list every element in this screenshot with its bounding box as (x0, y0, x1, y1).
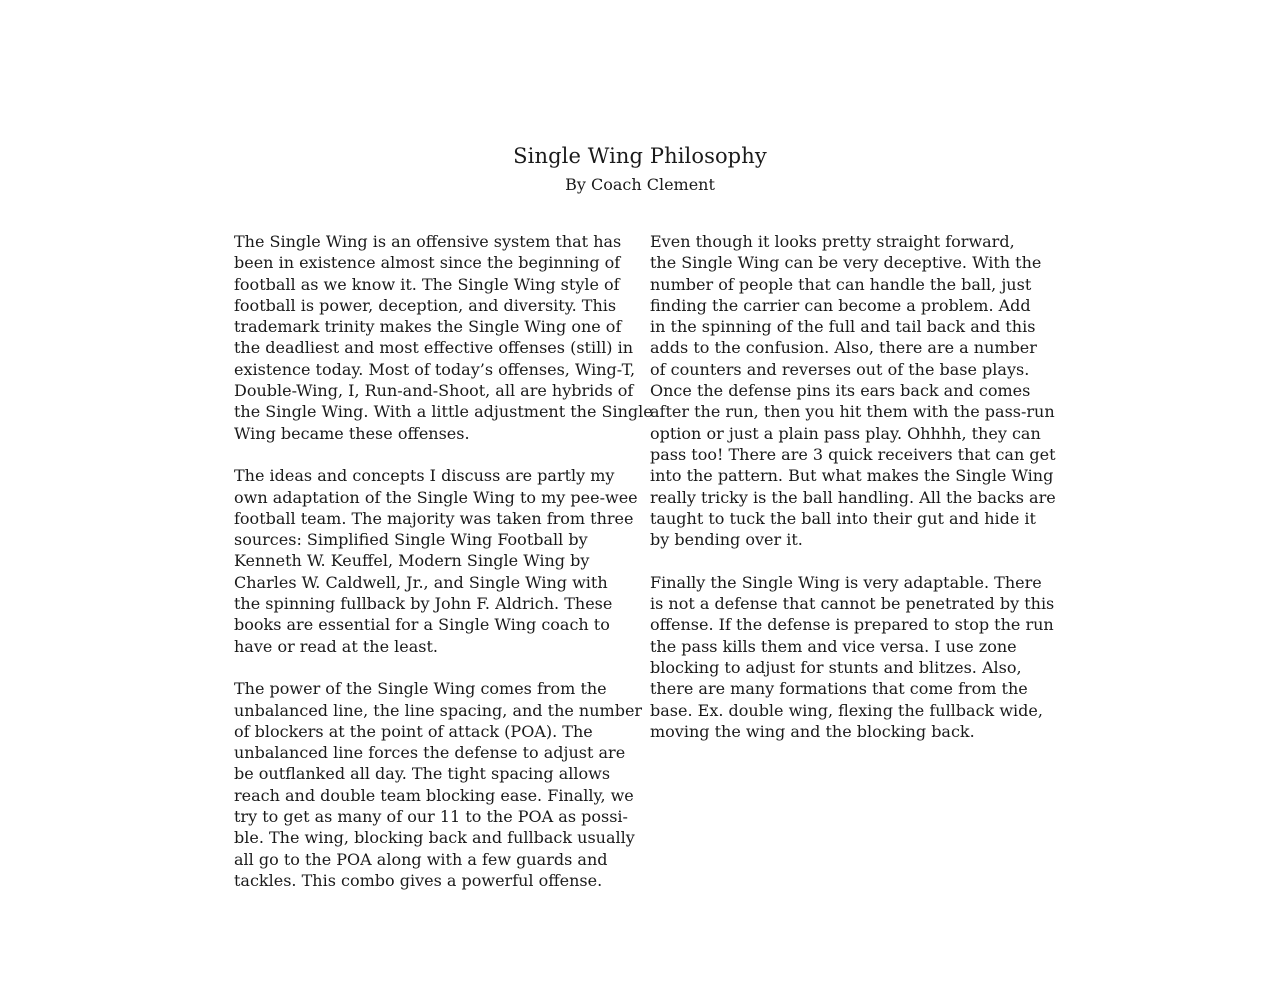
text-line: unbalanced line forces the defense to adjust are (234, 743, 626, 763)
text-line: adds to the confusion. Also, there are a number (650, 338, 1037, 358)
text-line: reach and double team blocking ease. Finally, we (234, 785, 634, 805)
text-line: the spinning fullback by John F. Aldrich. These (234, 594, 613, 614)
text-line: by bending over it. (650, 530, 803, 550)
text-line: football is power, deception, and diversity. This (234, 295, 617, 315)
text-line: moving the wing and the blocking back. (650, 721, 975, 741)
text-line: after the run, then you hit them with the pass-run (650, 402, 1055, 422)
text-line: trademark trinity makes the Single Wing one of (234, 317, 622, 337)
text-line: Wing became these offenses. (234, 423, 470, 443)
paragraph (234, 465, 638, 657)
paragraph-gap (234, 444, 634, 465)
text-line: be outflanked all day. The tight spacing allows (234, 764, 611, 784)
text-line: in the spinning of the full and tail back and this (650, 317, 1036, 337)
text-line: all go to the POA along with a few guards and (234, 849, 608, 869)
text-line: Finally the Single Wing is very adaptable. There (650, 572, 1042, 592)
text-line: Double-Wing, I, Run-and-Shoot, all are hybrids of (234, 381, 634, 401)
text-line: Even though it looks pretty straight forward, (650, 232, 1015, 251)
text-line: option or just a plain pass play. Ohhhh, they can (650, 423, 1041, 443)
text-line: really tricky is the ball handling. All the backs are (650, 487, 1056, 507)
text-line: taught to tuck the ball into their gut and hide it (650, 508, 1036, 528)
text-line: there are many formations that come from the (650, 679, 1028, 699)
document-title: Single Wing Philosophy (513, 144, 767, 168)
text-line: of counters and reverses out of the base plays. (650, 359, 1030, 379)
text-line: the Single Wing can be very deceptive. With the (650, 253, 1042, 273)
text-line: The power of the Single Wing comes from the (234, 679, 607, 699)
paragraph-gap (650, 550, 1050, 571)
paragraph (650, 572, 1055, 742)
text-line: the Single Wing. With a little adjustment the Single (234, 402, 653, 422)
paragraph (234, 231, 653, 444)
paragraph-gap (234, 657, 634, 678)
text-line: the pass kills them and vice versa. I use zone (650, 636, 1017, 656)
text-line: tackles. This combo gives a powerful offense. (234, 870, 603, 890)
text-line: sources: Simplified Single Wing Football by (234, 530, 588, 550)
text-line: The Single Wing is an offensive system that has (234, 232, 622, 251)
text-line: football as we know it. The Single Wing style of (234, 274, 620, 294)
text-line: blocking to adjust for stunts and blitzes. Also, (650, 657, 1022, 677)
text-line: offense. If the defense is prepared to stop the run (650, 615, 1054, 635)
text-line: own adaptation of the Single Wing to my pee-wee (234, 487, 638, 507)
text-line: into the pattern. But what makes the Single Wing (650, 466, 1054, 486)
paragraph (234, 678, 643, 891)
text-line: been in existence almost since the beginning of (234, 253, 621, 273)
text-line: is not a defense that cannot be penetrated by this (650, 594, 1055, 614)
document-author: By Coach Clement (565, 175, 715, 194)
text-line: base. Ex. double wing, flexing the fullback wide, (650, 700, 1043, 720)
text-line: unbalanced line, the line spacing, and the number (234, 700, 643, 720)
text-line: pass too! There are 3 quick receivers that can get (650, 444, 1056, 464)
text-line: Once the defense pins its ears back and comes (650, 381, 1031, 401)
text-line: the deadliest and most effective offenses (still) in (234, 338, 634, 358)
text-line: ble. The wing, blocking back and fullback usually (234, 828, 635, 848)
text-line: try to get as many of our 11 to the POA as possi- (234, 807, 628, 827)
text-line: have or read at the least. (234, 636, 438, 656)
right-column (650, 231, 1056, 742)
text-line: of blockers at the point of attack (POA). The (234, 721, 593, 741)
text-line: finding the carrier can become a problem. Add (650, 295, 1031, 315)
text-line: The ideas and concepts I discuss are partly my (234, 466, 615, 486)
text-line: number of people that can handle the ball, just (650, 274, 1032, 294)
text-line: books are essential for a Single Wing coach to (234, 615, 610, 635)
text-line: Charles W. Caldwell, Jr., and Single Wing with (234, 572, 608, 592)
text-line: Kenneth W. Keuffel, Modern Single Wing by (234, 551, 590, 571)
text-line: existence today. Most of today’s offenses, Wing-T, (234, 359, 636, 379)
paragraph (650, 231, 1056, 550)
left-column (234, 231, 653, 891)
text-line: football team. The majority was taken from three (234, 508, 634, 528)
